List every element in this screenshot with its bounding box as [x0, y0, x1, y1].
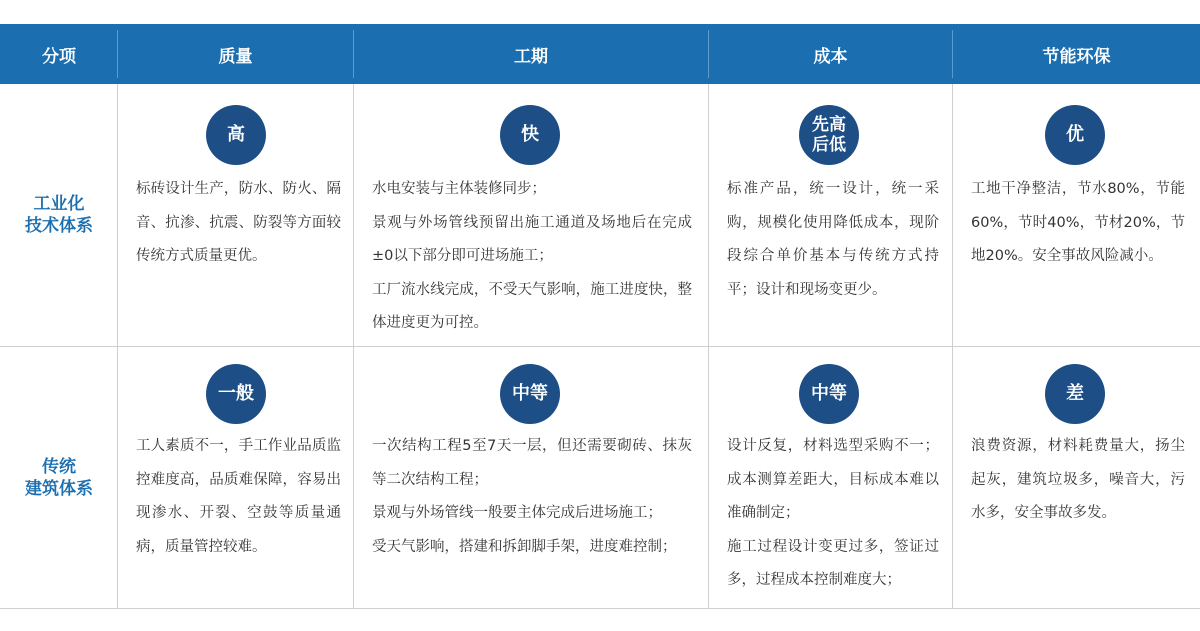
schedule-text: 水电安装与主体装修同步； 景观与外场管线预留出施工通道及场地后在完成±0以下部分即可进场施工； 工厂流水线完成，不受天气影响，施工进度快，整体进度更为可控。	[372, 181, 692, 331]
cost-text: 标准产品，统一设计，统一采购，规模化使用降低成本，现阶段综合单价基本与传统方式持平；设计和现场变更少。	[727, 181, 939, 298]
header-cost: 成本	[813, 46, 848, 67]
comparison-table	[0, 24, 1200, 609]
row-label-traditional: 传统 建筑体系	[25, 457, 93, 499]
cell-schedule	[354, 347, 708, 609]
row-label-industrial: 工业化 技术体系	[25, 194, 93, 236]
table-header	[0, 24, 1200, 84]
eco-text: 工地干净整洁，节水80%，节能60%，节时40%，节材20%，节地20%。安全事故风险减小。	[971, 181, 1185, 264]
schedule-badge: 中等	[500, 364, 560, 424]
cell-eco	[953, 84, 1200, 346]
table-row-traditional	[0, 347, 1200, 609]
eco-text: 浪费资源，材料耗费量大，扬尘起灰，建筑垃圾多，噪音大，污水多，安全事故多发。	[971, 438, 1185, 521]
schedule-text: 一次结构工程5至7天一层，但还需要砌砖、抹灰等二次结构工程； 景观与外场管线一般要主体完成后进场施工； 受天气影响，搭建和拆卸脚手架，进度难控制；	[372, 438, 692, 555]
cost-badge: 先高 后低	[799, 105, 859, 165]
header-item: 分项	[42, 46, 76, 67]
eco-badge: 优	[1045, 105, 1105, 165]
table-row-industrial	[0, 84, 1200, 346]
header-schedule: 工期	[514, 46, 548, 67]
quality-text: 工人素质不一，手工作业品质监控难度高，品质难保障，容易出现渗水、开裂、空鼓等质量通病，质量管控较难。	[136, 438, 341, 555]
eco-badge: 差	[1045, 364, 1105, 424]
cell-cost	[709, 84, 952, 346]
cell-eco	[953, 347, 1200, 609]
quality-text: 标砖设计生产，防水、防火、隔音、抗渗、抗震、防裂等方面较传统方式质量更优。	[136, 181, 341, 264]
header-eco: 节能环保	[1042, 46, 1111, 67]
cell-quality	[118, 84, 353, 346]
cost-text: 设计反复，材料选型采购不一；成本测算差距大，目标成本难以准确制定； 施工过程设计变更过多，签证过多，过程成本控制难度大；	[727, 438, 939, 588]
cell-schedule	[354, 84, 708, 346]
cost-badge: 中等	[799, 364, 859, 424]
header-quality: 质量	[218, 46, 253, 67]
cell-cost	[709, 347, 952, 609]
quality-badge: 高	[206, 105, 266, 165]
cell-quality	[118, 347, 353, 609]
quality-badge: 一般	[206, 364, 266, 424]
schedule-badge: 快	[500, 105, 560, 165]
